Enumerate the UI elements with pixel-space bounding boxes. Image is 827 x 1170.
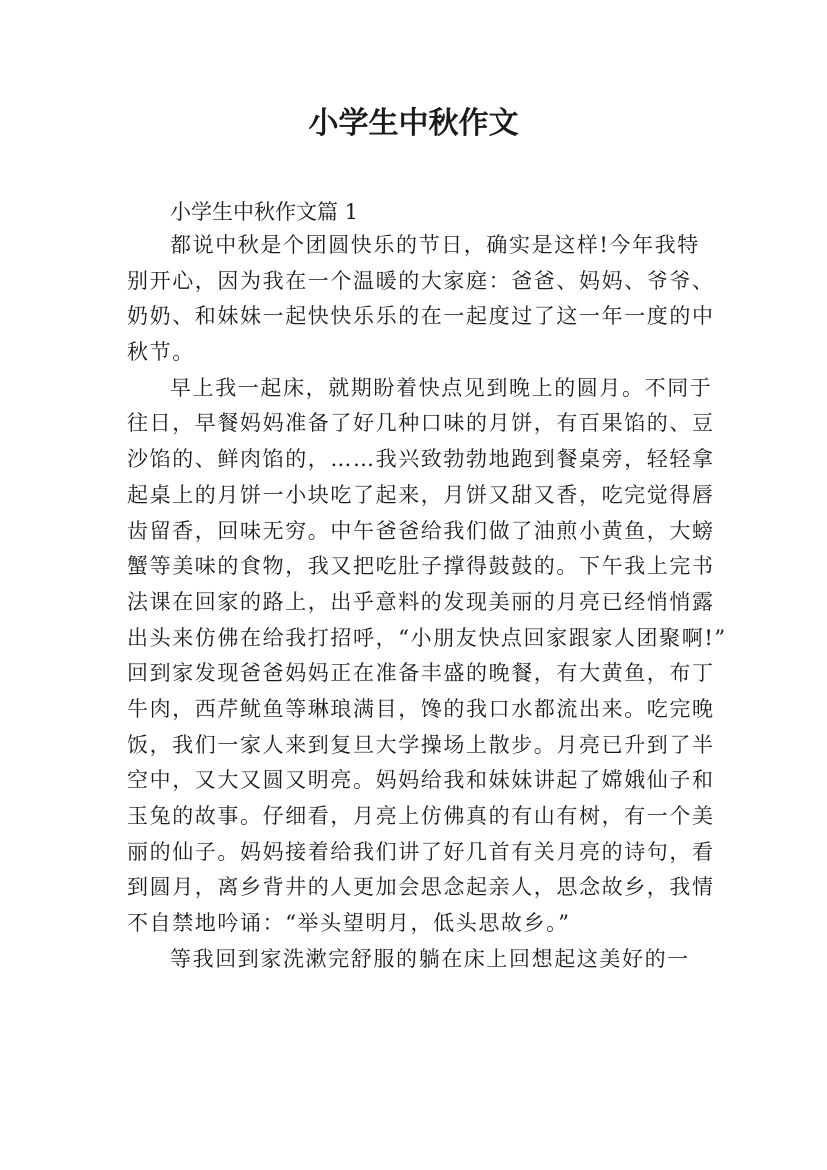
text-line: 别开心，因为我在一个温暖的大家庭：爸爸、妈妈、爷爷、 <box>127 268 715 293</box>
document-title: 小学生中秋作文 <box>308 106 519 141</box>
text-line: 不自禁地吟诵：“举头望明月，低头思故乡。” <box>127 911 571 936</box>
essay-body <box>127 228 727 977</box>
text-line: 饭，我们一家人来到复旦大学操场上散步。月亮已升到了半 <box>127 732 715 757</box>
text-line: 奶奶、和妹妹一起快快乐乐的在一起度过了这一年一度的中 <box>127 304 715 329</box>
text-line: 齿留香，回味无穷。中午爸爸给我们做了油煎小黄鱼，大螃 <box>127 518 715 543</box>
text-line: 起桌上的月饼一小块吃了起来，月饼又甜又香，吃完觉得唇 <box>127 482 715 507</box>
text-line: 往日，早餐妈妈准备了好几种口味的月饼，有百果馅的、豆 <box>127 411 715 436</box>
text-line: 到圆月，离乡背井的人更加会思念起亲人，思念故乡，我情 <box>127 875 715 900</box>
text-line: 早上我一起床，就期盼着快点见到晚上的圆月。不同于 <box>170 375 713 400</box>
text-line: 都说中秋是个团圆快乐的节日，确实是这样!今年我特 <box>170 233 700 257</box>
text-line: 出头来仿佛在给我打招呼，“小朋友快点回家跟家人团聚啊!” <box>127 625 727 650</box>
text-line: 玉兔的故事。仔细看，月亮上仿佛真的有山有树，有一个美 <box>127 804 715 828</box>
text-line: 丽的仙子。妈妈接着给我们讲了好几首有关月亮的诗句，看 <box>127 839 715 864</box>
section-heading: 小学生中秋作文篇 1 <box>170 200 359 224</box>
text-line: 秋节。 <box>127 340 195 365</box>
text-line: 蟹等美味的食物，我又把吃肚子撑得鼓鼓的。下午我上完书 <box>127 554 715 579</box>
text-line: 空中，又大又圆又明亮。妈妈给我和妹妹讲起了嫦娥仙子和 <box>127 768 715 793</box>
text-line: 等我回到家洗漱完舒服的躺在床上回想起这美好的一 <box>170 946 690 971</box>
text-line: 牛肉，西芹鱿鱼等琳琅满目，馋的我口水都流出来。吃完晚 <box>127 696 715 721</box>
text-line: 沙馅的、鲜肉馅的，……我兴致勃勃地跑到餐桌旁，轻轻拿 <box>127 447 715 472</box>
text-line: 法课在回家的路上，出乎意料的发现美丽的月亮已经悄悄露 <box>127 589 715 614</box>
text-line: 回到家发现爸爸妈妈正在准备丰盛的晚餐，有大黄鱼，布丁 <box>127 661 715 686</box>
